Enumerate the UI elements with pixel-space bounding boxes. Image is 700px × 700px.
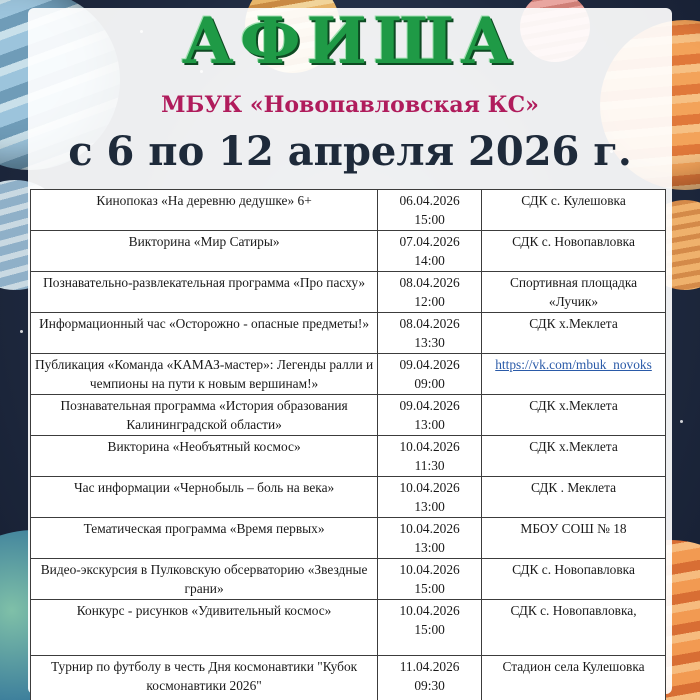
event-date: 10.04.2026 — [399, 603, 460, 618]
event-date: 11.04.2026 — [399, 659, 460, 674]
star-dot — [680, 420, 683, 423]
event-row — [31, 272, 666, 313]
event-date: 08.04.2026 — [399, 316, 460, 331]
event-time: 13:00 — [414, 499, 445, 514]
event-place: Стадион села Кулешовка — [482, 656, 666, 700]
organization-name: МБУК «Новопавловская КС» — [161, 92, 539, 118]
event-time: 09:30 — [414, 678, 445, 693]
event-time: 15:00 — [414, 622, 445, 637]
event-row — [31, 231, 666, 272]
event-name: Турнир по футболу в честь Дня космонавтики "Кубок космонавтики 2026" — [31, 656, 378, 700]
event-datetime — [378, 190, 482, 231]
event-date: 10.04.2026 — [399, 521, 460, 536]
event-row — [31, 436, 666, 477]
poster-title: АФИША — [181, 4, 519, 79]
event-place: СДК с. Новопавловка, — [482, 600, 666, 656]
event-datetime — [378, 477, 482, 518]
event-name: Познавательно-развлекательная программа «Про пасху» — [31, 272, 378, 313]
event-time: 14:00 — [414, 253, 445, 268]
event-place: СДК с. Новопавловка — [482, 231, 666, 272]
event-place: СДК с. Новопавловка — [482, 559, 666, 600]
event-name: Кинопоказ «На деревню дедушке» 6+ — [31, 190, 378, 231]
event-date: 10.04.2026 — [399, 562, 460, 577]
event-date: 09.04.2026 — [399, 357, 460, 372]
event-datetime — [378, 559, 482, 600]
event-time: 15:00 — [414, 212, 445, 227]
event-datetime — [378, 272, 482, 313]
event-name: Час информации «Чернобыль – боль на века» — [31, 477, 378, 518]
event-date: 10.04.2026 — [399, 439, 460, 454]
event-time: 15:00 — [414, 581, 445, 596]
event-date: 06.04.2026 — [399, 193, 460, 208]
event-name: Викторина «Необъятный космос» — [31, 436, 378, 477]
event-time: 13:30 — [414, 335, 445, 350]
event-name: Публикация «Команда «КАМАЗ-мастер»: Легенды ралли и чемпионы на пути к новым вершинам!» — [31, 354, 378, 395]
event-datetime — [378, 436, 482, 477]
event-place: МБОУ СОШ № 18 — [482, 518, 666, 559]
event-datetime — [378, 395, 482, 436]
date-range: с 6 по 12 апреля 2026 г. — [68, 128, 632, 175]
event-place: Спортивная площадка «Лучик» — [482, 272, 666, 313]
event-name: Тематическая программа «Время первых» — [31, 518, 378, 559]
event-time: 11:30 — [414, 458, 445, 473]
event-row — [31, 600, 666, 656]
event-row — [31, 477, 666, 518]
event-row — [31, 559, 666, 600]
event-row — [31, 190, 666, 231]
events-table — [30, 189, 666, 700]
events-table-body — [31, 190, 666, 700]
event-time: 13:00 — [414, 540, 445, 555]
star-dot — [20, 330, 23, 333]
event-place — [482, 354, 666, 395]
event-datetime — [378, 656, 482, 700]
event-name: Конкурс - рисунков «Удивительный космос» — [31, 600, 378, 656]
event-place-link[interactable]: https://vk.com/mbuk_novoks — [495, 357, 652, 372]
event-time: 12:00 — [414, 294, 445, 309]
event-place: СДК х.Меклета — [482, 313, 666, 354]
event-date: 08.04.2026 — [399, 275, 460, 290]
event-place: СДК с. Кулешовка — [482, 190, 666, 231]
event-datetime — [378, 231, 482, 272]
event-name: Видео-экскурсия в Пулковскую обсерваторию «Звездные грани» — [31, 559, 378, 600]
event-date: 09.04.2026 — [399, 398, 460, 413]
event-time: 09:00 — [414, 376, 445, 391]
event-time: 13:00 — [414, 417, 445, 432]
event-name: Информационный час «Осторожно - опасные предметы!» — [31, 313, 378, 354]
event-row — [31, 354, 666, 395]
event-date: 07.04.2026 — [399, 234, 460, 249]
event-row — [31, 656, 666, 700]
event-name: Познавательная программа «История образования Калининградской области» — [31, 395, 378, 436]
event-datetime — [378, 354, 482, 395]
event-datetime — [378, 600, 482, 656]
event-date: 10.04.2026 — [399, 480, 460, 495]
event-datetime — [378, 313, 482, 354]
event-name: Викторина «Мир Сатиры» — [31, 231, 378, 272]
event-place: СДК . Меклета — [482, 477, 666, 518]
event-place: СДК х.Меклета — [482, 395, 666, 436]
event-row — [31, 518, 666, 559]
event-row — [31, 313, 666, 354]
event-datetime — [378, 518, 482, 559]
event-place: СДК х.Меклета — [482, 436, 666, 477]
event-row — [31, 395, 666, 436]
